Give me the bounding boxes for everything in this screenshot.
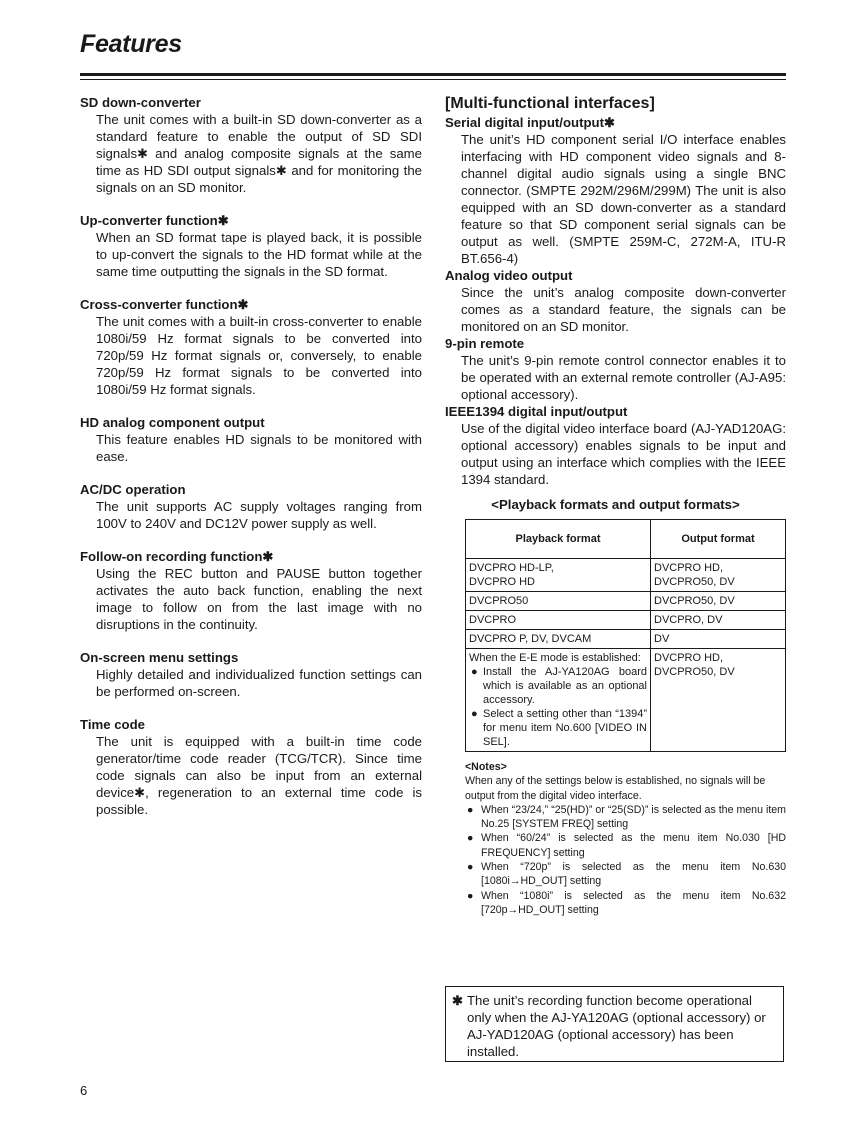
section-title: On-screen menu settings	[80, 650, 239, 665]
subsection-9-pin-remote	[445, 335, 786, 403]
cell-output-format	[651, 649, 786, 752]
table-row	[466, 559, 786, 592]
condition-item	[469, 665, 647, 707]
page-number: 6	[80, 1083, 88, 1098]
cell-playback-format	[466, 559, 651, 592]
table-caption: <Playback formats and output formats>	[491, 497, 740, 512]
bullet-icon: ●	[467, 889, 474, 902]
table-header-row	[466, 520, 786, 559]
subsection-body: Use of the digital video interface board (AJ-YAD120AG: optional accessory) enables signals to be input and output using an interface which complies with the IEEE 1394 standard.	[461, 421, 786, 487]
note-item	[465, 831, 786, 860]
section-time-code	[80, 716, 422, 818]
table-row	[466, 611, 786, 630]
notes-intro: When any of the settings below is established, no signals will be output from the digital video interface.	[465, 775, 766, 802]
section-body: Highly detailed and individualized function settings can be performed on-screen.	[96, 667, 422, 699]
cell-line: DVCPRO HD	[469, 576, 536, 588]
subsection-ieee1394	[445, 403, 786, 488]
cell-playback-format: DVCPRO50	[466, 592, 651, 611]
notes-block	[465, 760, 786, 917]
note-item	[465, 803, 786, 832]
section-body: The unit supports AC supply voltages ranging from 100V to 240V and DC12V power supply as well.	[96, 499, 422, 531]
cell-line: DVCPRO HD-LP,	[469, 562, 554, 574]
subsection-title: IEEE1394 digital input/output	[445, 404, 628, 419]
section-body: The unit comes with a built-in cross-converter to enable 1080i/59 Hz format signals to be converted into 720p/59 Hz format signals or, conversely, to enable 720p/59 Hz format signals to be converted into 1080i/59 Hz format signals.	[96, 314, 422, 397]
section-title: Cross-converter function✱	[80, 297, 249, 312]
subsection-analog-video	[445, 267, 786, 335]
subsection-body: Since the unit’s analog composite down-converter comes as a standard feature, the signals can be monitored on an SD monitor.	[461, 285, 786, 334]
footnote-text: The unit’s recording function become operational only when the AJ-YA120AG (optional accessory) or AJ-YAD120AG (optional accessory) has been installed.	[467, 993, 766, 1059]
note-item	[465, 860, 786, 889]
section-hd-analog-component	[80, 414, 422, 465]
footnote-box	[445, 986, 784, 1062]
section-title: Up-converter function✱	[80, 213, 229, 228]
subsection-title: Analog video output	[445, 268, 573, 283]
column-header-playback: Playback format	[466, 520, 651, 559]
bullet-icon: ●	[471, 708, 478, 720]
title-rule-thick	[80, 73, 786, 76]
left-column	[80, 94, 422, 834]
column-header-output: Output format	[651, 520, 786, 559]
subsection-title: Serial digital input/output✱	[445, 115, 616, 130]
cell-line: DVCPRO HD,	[654, 562, 724, 574]
section-cross-converter	[80, 296, 422, 398]
asterisk-icon: ✱	[452, 993, 464, 1008]
notes-title: <Notes>	[465, 761, 507, 773]
cell-playback-format: DVCPRO P, DV, DVCAM	[466, 630, 651, 649]
subsection-serial-digital	[445, 114, 786, 267]
note-item-text: When “23/24,” “25(HD)” or “25(SD)” is selected as the menu item No.25 [SYSTEM FREQ] setting	[481, 803, 786, 831]
cell-output-format: DV	[651, 630, 786, 649]
section-title: Follow-on recording function✱	[80, 549, 274, 564]
right-column	[445, 94, 786, 917]
condition-item	[469, 707, 647, 749]
section-follow-on-recording	[80, 548, 422, 633]
condition-intro: When the E-E mode is established:	[469, 652, 641, 664]
section-body: The unit is equipped with a built-in time code generator/time code reader (TCG/TCR). Since time code signals can also be input from an external device✱, regeneration to an external time code is possible.	[96, 734, 422, 817]
section-up-converter	[80, 212, 422, 280]
subsection-body: The unit’s HD component serial I/O interface enables interfacing with HD component video signals and 8-channel digital audio signals using a single BNC connector. (SMPTE 292M/296M/299M) The unit is also equipped with an SD down-converter as a standard feature so that SD component serial signals can be output as well. (SMPTE 259M-C, 272M-A, ITU-R BT.656-4)	[461, 132, 786, 266]
subsection-body: The unit’s 9-pin remote control connector enables it to be operated with an external remote controller (AJ-A95: optional accessory).	[461, 353, 786, 402]
condition-item-text: Select a setting other than “1394” for menu item No.600 [VIDEO IN SEL].	[483, 708, 647, 748]
cell-line: DVCPRO50, DV	[654, 666, 735, 678]
cell-playback-format: DVCPRO	[466, 611, 651, 630]
note-item-text: When “720p” is selected as the menu item No.630 [1080i→HD_OUT] setting	[481, 861, 786, 888]
cell-condition	[466, 649, 651, 752]
bullet-icon: ●	[467, 803, 474, 816]
bullet-icon: ●	[467, 832, 474, 845]
note-item-text: When “1080i” is selected as the menu item No.632 [720p→HD_OUT] setting	[481, 889, 786, 916]
page-title: Features	[80, 30, 182, 58]
cell-output-format: DVCPRO, DV	[651, 611, 786, 630]
section-title: HD analog component output	[80, 415, 265, 430]
section-sd-down-converter	[80, 94, 422, 196]
table-row	[466, 592, 786, 611]
cell-output-format: DVCPRO50, DV	[651, 592, 786, 611]
section-body: This feature enables HD signals to be monitored with ease.	[96, 432, 422, 464]
section-body: The unit comes with a built-in SD down-converter as a standard feature to enable the output of SD SDI signals✱ and analog composite signals at the same time as HD SDI output signals✱ and for monitoring the signals on an SD monitor.	[96, 112, 422, 195]
formats-table	[465, 519, 786, 752]
section-title: AC/DC operation	[80, 482, 186, 497]
note-item	[465, 889, 786, 918]
cell-line: DVCPRO50, DV	[654, 576, 735, 588]
note-item-text: When “60/24” is selected as the menu item No.030 [HD FREQUENCY] setting	[481, 832, 786, 859]
section-title: Time code	[80, 717, 145, 732]
cell-output-format	[651, 559, 786, 592]
table-row	[466, 630, 786, 649]
section-ac-dc-operation	[80, 481, 422, 532]
interfaces-heading: [Multi-functional interfaces]	[445, 95, 655, 112]
section-body: When an SD format tape is played back, it is possible to up-convert the signals to the HD format while at the same time outputting the signals in the SD format.	[96, 230, 422, 279]
cell-line: DVCPRO HD,	[654, 652, 724, 664]
bullet-icon: ●	[471, 666, 478, 678]
section-on-screen-menu	[80, 649, 422, 700]
subsection-title: 9-pin remote	[445, 336, 525, 351]
section-body: Using the REC button and PAUSE button together activates the auto back function, enabling the next image to follow on from the last image with no disruptions in the continuity.	[96, 566, 422, 632]
condition-item-text: Install the AJ-YA120AG board which is available as an optional accessory.	[483, 666, 647, 706]
title-rule-thin	[80, 79, 786, 80]
table-row-condition	[466, 649, 786, 752]
section-title: SD down-converter	[80, 95, 201, 110]
bullet-icon: ●	[467, 861, 474, 874]
